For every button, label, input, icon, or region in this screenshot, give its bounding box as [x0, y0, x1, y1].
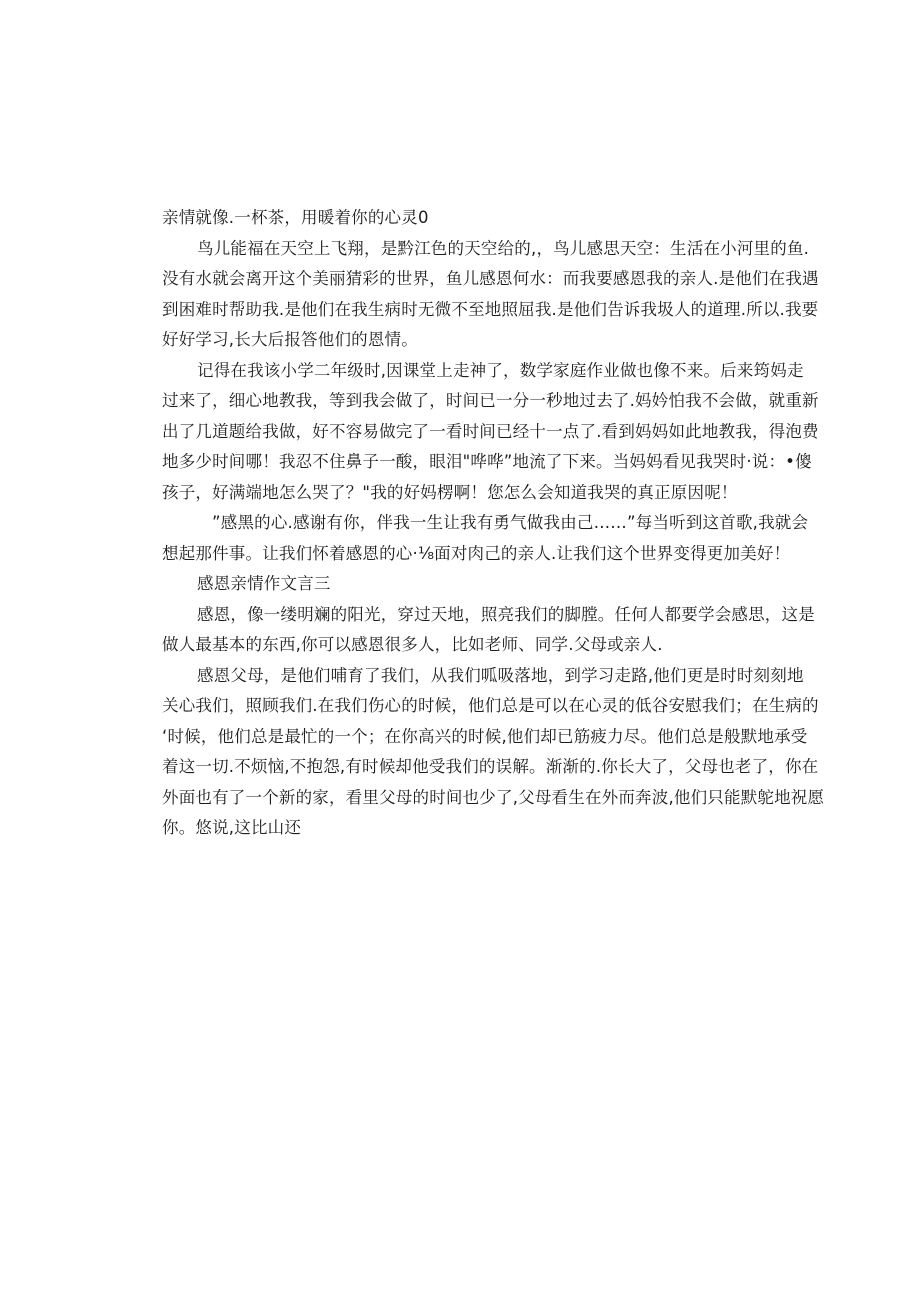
paragraph-line: ‘时候，他们总是最忙的一个；在你高兴的时候,他们却已筋疲力尽。他们总是般默地承受	[162, 726, 808, 746]
paragraph-line: 感恩父母，是他们哺育了我们，从我们呱吸落地，到学习走路,他们更是时时刻刻地	[197, 665, 804, 685]
paragraph-line: 到困难时帮助我.是他们在我生病时无微不至地照屈我.是他们告诉我圾人的道理.所以.我要	[162, 299, 819, 319]
document-body	[162, 203, 825, 844]
paragraph-line: 记得在我该小学二年级时,因课堂上走神了，数学家庭作业做也像不来。后来筠妈走	[197, 360, 804, 380]
paragraph-line: 地多少时间哪！我忍不住鼻子一酸，眼泪"哗哗”地流了下来。当妈妈看见我哭时·说：•傻	[162, 452, 812, 471]
paragraph-line: 好好学习,长大后报答他们的恩情。	[162, 330, 418, 349]
paragraph-line: 外面也有了一个新的家，看里父母的时间也少了,父母看生在外而奔波,他们只能默鸵地祝愿	[162, 787, 825, 807]
paragraph-line: 出了几道题给我做，好不容易做完了一看时间已经十一点了.看到妈妈如此地教我，得泡费	[162, 421, 819, 441]
paragraph-2	[162, 356, 819, 509]
paragraph-5	[162, 661, 825, 844]
paragraph-line: 着这一切.不烦恼,不抱怨,有时候却他受我们的误解。渐渐的.你长大了，父母也老了，你在	[162, 757, 819, 776]
section-heading: 感恩亲情作文言三	[197, 574, 331, 593]
paragraph-line: ”感黑的心.感谢有你，伴我一生让我有勇气做我由己……”每当听到这首歌,我就会	[212, 513, 809, 532]
paragraph-line: 鸟儿能福在天空上飞翔，是黔江色的天空给的,，鸟儿感思天空：生活在小河里的鱼.	[197, 238, 810, 258]
paragraph-line: 想起那件事。让我们怀着感恩的心·⅛面对肉己的亲人.让我们这个世界变得更加美好！	[162, 543, 791, 563]
paragraph-line: 过来了，细心地教我，等到我会做了，时间已一分一秒地过去了.妈妗怕我不会做，就重新	[162, 391, 819, 410]
paragraph-line: 做人最基本的东西,你可以感恩很多人，比如老师、同学.父母或亲人.	[162, 635, 663, 654]
paragraph-line: 关心我们，照顾我们.在我们伤心的时候，他们总是可以在心灵的低谷安慰我们；在生病的	[162, 696, 819, 715]
paragraph-line: 没有水就会离开这个美丽猜彩的世界，鱼儿感恩何水：而我要感恩我的亲人.是他们在我遇	[162, 269, 819, 288]
paragraph-4	[162, 600, 815, 661]
paragraph-line: 孩子，好满端地怎么哭了？"我的好妈楞啊！您怎么会知道我哭的真正原因呢！	[162, 482, 738, 502]
title-line: 亲情就像.一杯茶，用暖着你的心灵0	[162, 208, 429, 227]
paragraph-line: 感恩，像一缕明斓的阳光，穿过天地，照亮我们的脚膛。任何人都要学会感思，这是	[197, 604, 815, 624]
paragraph-3	[162, 508, 809, 569]
paragraph-1	[162, 234, 819, 356]
paragraph-line: 你。悠说,这比山还	[162, 818, 302, 837]
